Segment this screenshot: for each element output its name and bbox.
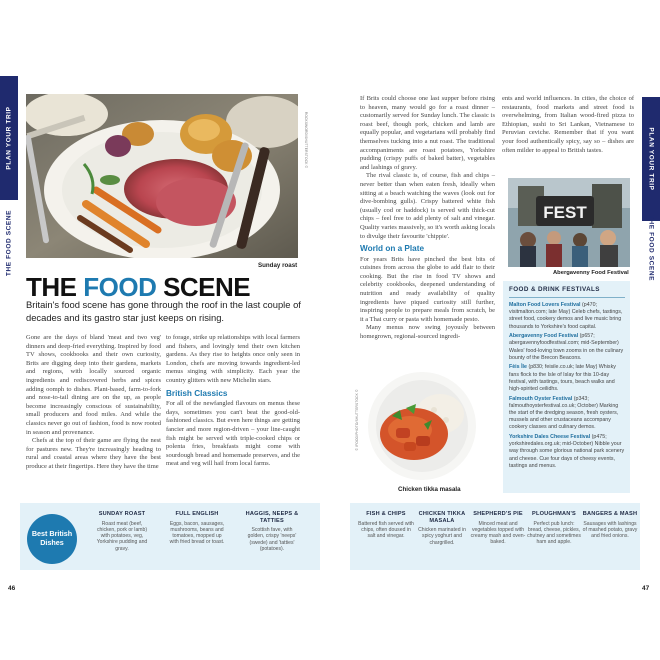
dish-name: BANGERS & MASH	[582, 511, 638, 517]
col1-paragraph-2: Chefs at the top of their game are flying the nest for pastures new. They're increasingly heading to rural and coastal areas where they have the best produce at their fingertips. Here they have the time	[26, 437, 161, 470]
page-number-left: 46	[8, 585, 16, 592]
column-3	[360, 95, 495, 342]
roast-caption: Sunday roast	[258, 262, 298, 269]
festival-item	[509, 302, 627, 331]
dish-desc: Roast meat (beef, chicken, pork or lamb) with potatoes, veg, Yorkshire pudding and gravy.	[96, 520, 148, 552]
festival-desc: (p470; visitmalton.com; late May) Celeb chefs, tastings, street food, cookery demos and live music bring thousands to Yorkshire's food capital.	[509, 302, 623, 330]
right-section-label: THE FOOD SCENE	[647, 214, 655, 282]
tikka-photo-credit: © IFOOD/PHOTO/SHUTTERSTOCK ©	[355, 389, 359, 451]
festivals-heading: FOOD & DRINK FESTIVALS	[509, 286, 600, 293]
right-side-tab	[642, 97, 660, 221]
dish-desc: Chicken marinated in spicy yoghurt and chargrilled.	[418, 527, 466, 546]
sunday-roast-photo	[26, 94, 298, 258]
col2-paragraph-1: to forage, strike up relationships with local farmers and fishers, and lovingly tend their own kitchen gardens. As they rise to heights once only seen in London, chefs are moving towards ingredient-led menus singing with simplicity. Each year the country glitters with new Michelin stars.	[166, 334, 300, 384]
col4-paragraph: ents and world influences. In cities, the choice of restaurants, food markets and street food is overwhelming, from Italian wood-fired pizza to Ethiopian, sushi to Sri Lankan, Vietnamese to Peruvian ceviche. Remember that if you want your food authentically spicy, say so – dishes are often milder to appeal to British tastes.	[502, 95, 634, 154]
dish-shepherds-pie	[470, 511, 526, 546]
festival-name: Yorkshire Dales Cheese Festival	[509, 434, 591, 441]
intro-text: Britain's food scene has gone through the roof in the last couple of decades and its gastro star just keeps on rising.	[26, 299, 301, 323]
column-2	[166, 334, 300, 469]
festival-item	[509, 396, 627, 432]
dish-name: FULL ENGLISH	[175, 511, 219, 517]
festival-desc: (p830; feisile.co.uk; late May) Whisky fans flock to the Isle of Islay for this 10-day festival, with tastings, tours, beach walks and high-spirited ceilidhs.	[509, 364, 616, 393]
dish-desc: Battered fish served with chips, often doused in salt and vinegar.	[358, 520, 414, 540]
title-part-1: THE	[26, 272, 84, 302]
festival-photo	[508, 178, 630, 267]
column-4	[502, 95, 634, 155]
festival-name: Abergavenny Food Festival	[509, 333, 579, 340]
dish-ploughmans	[526, 511, 582, 546]
dish-haggis	[244, 511, 300, 552]
dish-sunday-roast	[94, 511, 150, 552]
col3-paragraph-3: For years Brits have pinched the best bits of cuisines from across the globe to add flair to their cooking. But the rise in food TV shows and celebrity cookbooks, deepened understanding of nutrition and ready availability of quality ingredients have piqued curiosity still further, inspiring people to prepare meals from scratch, be it a Thai curry or pasta with homemade pesto.	[360, 255, 495, 323]
dish-name: SUNDAY ROAST	[98, 511, 146, 517]
festival-list	[509, 302, 627, 472]
dish-desc: Sausages with lashings of mashed potato, gravy and fried onions.	[582, 520, 638, 540]
col2-paragraph-2: For all of the newfangled flavours on menus these days, sometimes you can't beat the good-old-fashioned classics. But even here things are getting fancier and more region-driven – your line-caught fish might be served with triple-cooked chips or polenta fries, breakfasts might come with sourdough bread and homemade preserves, and the meat and veg will hail from local farms.	[166, 400, 300, 468]
col3-paragraph-2: The rival classic is, of course, fish and chips – never better than when eaten fresh, ideally when sitting at a beach watching the waves (look out for dive-bombing gulls). Crispy battered white fish (usually cod or haddock) is served with thick-cut chips – feel free to add plenty of salt and vinegar. Quality varies massively, so it's worth asking locals to divulge their favourite 'chippie'.	[360, 172, 495, 240]
dish-desc: Eggs, bacon, sausages, mushrooms, beans and tomatoes, mopped up with fried bread or toast.	[169, 520, 225, 546]
festival-name: Malton Food Lovers Festival	[509, 302, 581, 308]
dish-name: FISH & CHIPS	[366, 511, 406, 517]
title-accent: FOOD	[83, 272, 157, 302]
dish-bangers-mash	[582, 511, 638, 539]
festivals-box	[503, 281, 630, 493]
dish-full-english	[169, 511, 225, 546]
festival-name: Fèis Ìle	[509, 364, 527, 371]
dish-fish-chips	[358, 511, 414, 539]
dish-desc: Minced meat and vegetables topped with creamy mash and oven-baked.	[470, 520, 526, 546]
festival-desc: (p475; yorkshiredales.org.uk; mid-October) Nibble your way through some glorious national park scenery and cheese. Cue four days of cheesy events, tastings and menus.	[509, 434, 625, 469]
tikka-caption: Chicken tikka masala	[398, 486, 461, 493]
festival-caption: Abergavenny Food Festival	[553, 270, 629, 276]
col3-paragraph-4: Many menus now swing joyously between homegrown, regional-sourced ingredi-	[360, 324, 495, 341]
festival-name: Falmouth Oyster Festival	[509, 395, 573, 402]
page-number-right: 47	[642, 585, 650, 592]
dish-name: CHICKEN TIKKA MASALA	[418, 511, 466, 524]
festivals-divider	[509, 297, 625, 298]
festival-item	[509, 434, 627, 470]
dish-chicken-tikka	[414, 511, 470, 546]
best-british-dishes-badge: Best British Dishes	[27, 514, 77, 564]
festival-item	[509, 333, 627, 362]
festival-desc: (p343; falmouthoysterfestival.co.uk; October) Marking the start of the dredging season, fresh oysters, mussels and other crustaceans accompany cookery classes and culinary demos.	[509, 395, 619, 431]
british-classics-heading: British Classics	[166, 388, 228, 398]
left-section-label: THE FOOD SCENE	[5, 209, 13, 277]
right-tab-label: PLAN YOUR TRIP	[647, 127, 655, 191]
dish-name: SHEPHERD'S PIE	[473, 511, 523, 517]
dish-desc: Scottish fave, with golden, crispy 'neeps' (swede) and 'tatties' (potatoes).	[247, 527, 297, 553]
left-side-tab	[0, 76, 18, 200]
chicken-tikka-photo	[366, 370, 478, 482]
title-part-2: SCENE	[156, 272, 251, 302]
fest-sign-text: FEST	[543, 203, 587, 222]
roast-photo-credit: ROCKSWORD/SHUTTERSTOCK ©	[304, 111, 308, 169]
festival-item	[509, 364, 627, 393]
festival-desc: (p657; abergavennyfoodfestival.com; mid-September) Wales' food-loving town zooms in on the culinary bounty of the Brecon Beacons.	[509, 333, 624, 361]
dish-name: HAGGIS, NEEPS & TATTIES	[245, 511, 299, 524]
world-on-a-plate-heading: World on a Plate	[360, 244, 424, 254]
col3-paragraph-1: If Brits could choose one last supper before rising to heaven, many would go for a roast dinner – customarily served for Sunday lunch. The classic is roast beef, though pork, chicken and lamb are equally popular, and vegetarians will probably find themselves tucking into a nut roast. The traditional accompaniments are roast potatoes, Yorkshire pudding (crispy puffs of baked batter), vegetables and lashings of gravy.	[360, 95, 495, 171]
dish-desc: Perfect pub lunch: bread, cheese, pickles, chutney and sometimes ham and apple.	[527, 520, 581, 546]
left-tab-label: PLAN YOUR TRIP	[5, 106, 13, 170]
col1-paragraph-1: Gone are the days of bland 'meat and two veg' dinners and deep-fried everything. Inspired by food TV shows, cookbooks and their own curiosity, Brits are digging deep into their gardens, markets and regions, with locally sourced organic ingredients and rediscovered herbs and spices adding oomph to dishes. Plant-based, farm-to-fork and nose-to-tail dining are on the up, as people become increasingly conscious of sustainability, small producers and food miles. And while the classics never go out of fashion, food is now rooted in season and provenance.	[26, 334, 161, 436]
dish-name: PLOUGHMAN'S	[532, 511, 576, 517]
column-1	[26, 334, 161, 472]
